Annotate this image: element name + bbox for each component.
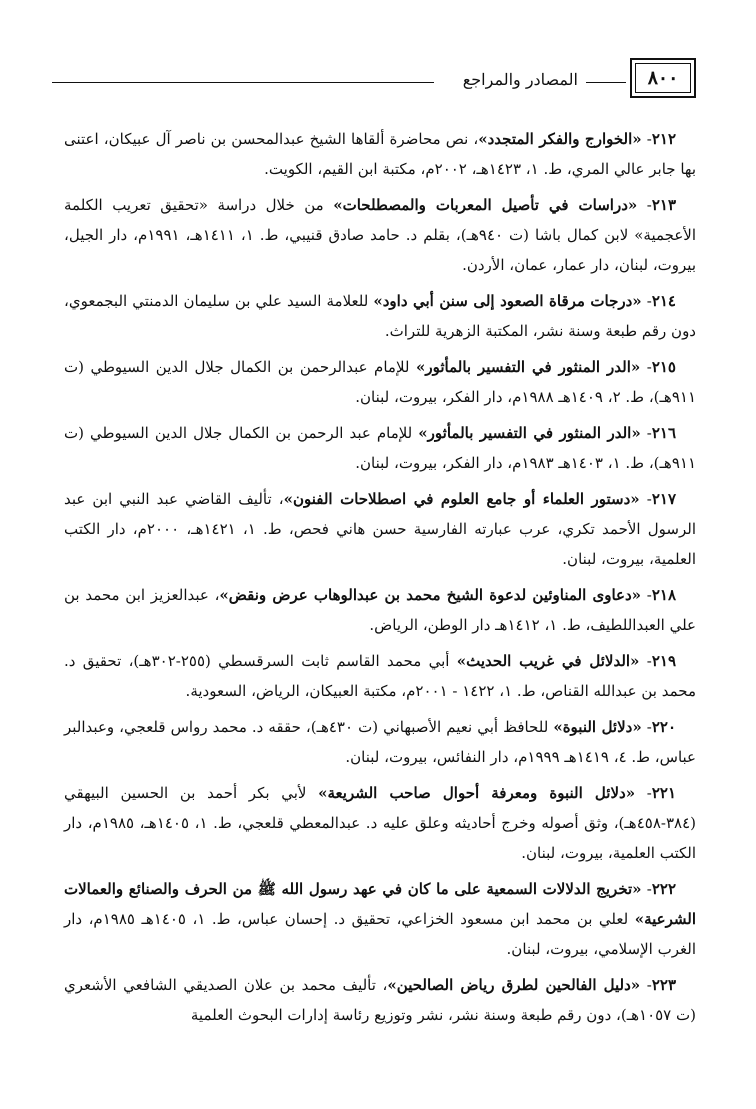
entry-title: «دراسات في تأصيل المعربات والمصطلحات» bbox=[333, 196, 638, 214]
entry-details: ، نص محاضرة ألقاها الشيخ عبدالمحسن بن ناصر آل عبيكان، اعتنى بها جابر عالي المري، ط. ١، ١٤٢٣هـ، ٢٠٠٢م، مكتبة ابن القيم، الكويت. bbox=[64, 130, 696, 178]
entry-details: للحافظ أبي نعيم الأصبهاني (ت ٤٣٠هـ)، حققه د. محمد رواس قلعجي، وعبدالبر عباس، ط. ٤، ١٤١٩هـ ١٩٩٩م، دار النفائس، بيروت، لبنان. bbox=[64, 718, 696, 766]
bibliography-entry: ٢١٨- «دعاوى المناوئين لدعوة الشيخ محمد بن عبدالوهاب عرض ونقض»، عبدالعزيز ابن محمد بن علي العبداللطيف، ط. ١، ١٤١٢هـ دار الوطن، الرياض. bbox=[64, 586, 696, 634]
entry-title: «دعاوى المناوئين لدعوة الشيخ محمد بن عبدالوهاب عرض ونقض» bbox=[219, 586, 642, 604]
entry-details: ، عبدالعزيز ابن محمد بن علي العبداللطيف، ط. ١، ١٤١٢هـ دار الوطن، الرياض. bbox=[64, 586, 696, 634]
entry-number: ٢١٣ bbox=[651, 196, 677, 214]
bibliography-entry: ٢١٥- «الدر المنثور في التفسير بالمأثور» للإمام عبدالرحمن بن الكمال جلال الدين السيوطي (ت ٩١١هـ)، ط. ٢، ١٤٠٩هـ ١٩٨٨م، دار الفكر، بيروت، لبنان. bbox=[64, 358, 696, 406]
header-rule-right bbox=[586, 82, 626, 83]
bibliography-entry: ٢١٧- «دستور العلماء أو جامع العلوم في اصطلاحات الفنون»، تأليف القاضي عبد النبي ابن عبد الرسول الأحمد تكري، عرب عبارته الفارسية حسن هاني فحص، ط. ١، ١٤٢١هـ، ٢٠٠٠م، دار الكتب العلمية، بيروت، لبنان. bbox=[64, 490, 697, 568]
entry-number: ٢٢٢ bbox=[651, 880, 676, 898]
entry-title: «درجات مرقاة الصعود إلى سنن أبي داود» bbox=[373, 292, 642, 310]
entry-details: أبي محمد القاسم ثابت السرقسطي (٢٥٥-٣٠٢هـ)، تحقيق د. محمد بن عبدالله القناص، ط. ١، ١٤٢٢ - ٢٠٠١م، مكتبة العبيكان، الرياض، السعودية. bbox=[64, 652, 696, 700]
entry-number: ٢١٧ bbox=[651, 490, 677, 508]
entry-details: ، تأليف محمد بن علان الصديقي الشافعي الأشعري (ت ١٠٥٧هـ)، دون رقم طبعة وسنة نشر، نشر وتوزيع رئاسة إدارات البحوث العلمية bbox=[64, 976, 696, 1024]
bibliography-entry: ٢١٣- «دراسات في تأصيل المعربات والمصطلحات» من خلال دراسة «تحقيق تعريب الكلمة الأعجمية» لابن كمال باشا (ت ٩٤٠هـ)، بقلم د. حامد صادق قنيبي، ط. ١، ١٤١١هـ، ١٩٩١م، دار الجيل، بيروت، لبنان، دار عمار، عمان، الأردن. bbox=[64, 196, 697, 274]
entry-details: للعلامة السيد علي بن سليمان الدمنتي البجمعوي، دون رقم طبعة وسنة نشر، المكتبة الزهرية للتراث. bbox=[64, 292, 696, 340]
entry-number: ٢٢٠ bbox=[651, 718, 676, 736]
entry-details: من خلال دراسة «تحقيق تعريب الكلمة الأعجمية» لابن كمال باشا (ت ٩٤٠هـ)، بقلم د. حامد صادق قنيبي، ط. ١، ١٤١١هـ، ١٩٩١م، دار الجيل، بيروت، لبنان، دار عمار، عمان، الأردن. bbox=[64, 196, 697, 274]
entry-number: ٢١٥ bbox=[651, 358, 676, 376]
entry-details: لأبي بكر أحمد بن الحسين البيهقي (٣٨٤-٤٥٨هـ)، وثق أصوله وخرج أحاديثه وعلق عليه د. عبدالمعطي قلعجي، ط. ١، ١٤٠٥هـ، ١٩٨٥م، دار الكتب العلمية، بيروت، لبنان. bbox=[64, 784, 696, 862]
entry-title: «دليل الفالحين لطرق رياض الصالحين» bbox=[387, 976, 641, 994]
bibliography-entry: ٢١٦- «الدر المنثور في التفسير بالمأثور» للإمام عبد الرحمن بن الكمال جلال الدين السيوطي (ت ٩١١هـ)، ط. ١، ١٤٠٣هـ ١٩٨٣م، دار الفكر، بيروت، لبنان. bbox=[64, 424, 696, 472]
page-number-box bbox=[630, 58, 696, 98]
entry-title: «الدر المنثور في التفسير بالمأثور» bbox=[415, 358, 641, 376]
entry-number: ٢١٨ bbox=[651, 586, 676, 604]
page-header bbox=[52, 58, 696, 102]
running-title: المصادر والمراجع bbox=[462, 70, 578, 89]
entry-title: «دلائل النبوة» bbox=[553, 718, 642, 736]
entry-number: ٢١٩ bbox=[651, 652, 677, 670]
header-rule-left bbox=[52, 82, 434, 83]
entry-title: «الخوارج والفكر المتجدد» bbox=[478, 130, 642, 148]
page-number: ٨٠٠ bbox=[647, 67, 679, 89]
bibliography-entry: ٢١٤- «درجات مرقاة الصعود إلى سنن أبي داود» للعلامة السيد علي بن سليمان الدمنتي البجمعوي، دون رقم طبعة وسنة نشر، المكتبة الزهرية للتراث. bbox=[64, 292, 696, 340]
bibliography-entry: ٢٢٣- «دليل الفالحين لطرق رياض الصالحين»، تأليف محمد بن علان الصديقي الشافعي الأشعري (ت ١٠٥٧هـ)، دون رقم طبعة وسنة نشر، نشر وتوزيع رئاسة إدارات البحوث العلمية bbox=[64, 976, 696, 1024]
bibliography-entry: ٢٢٠- «دلائل النبوة» للحافظ أبي نعيم الأصبهاني (ت ٤٣٠هـ)، حققه د. محمد رواس قلعجي، وعبدالبر عباس، ط. ٤، ١٤١٩هـ ١٩٩٩م، دار النفائس، بيروت، لبنان. bbox=[64, 718, 696, 766]
entry-details: ، تأليف القاضي عبد النبي ابن عبد الرسول الأحمد تكري، عرب عبارته الفارسية حسن هاني فحص، ط. ١، ١٤٢١هـ، ٢٠٠٠م، دار الكتب العلمية، بيروت، لبنان. bbox=[64, 490, 697, 568]
bibliography-entry: ٢١٢- «الخوارج والفكر المتجدد»، نص محاضرة ألقاها الشيخ عبدالمحسن بن ناصر آل عبيكان، اعتنى بها جابر عالي المري، ط. ١، ١٤٢٣هـ، ٢٠٠٢م، مكتبة ابن القيم، الكويت. bbox=[64, 130, 696, 178]
entry-number: ٢١٤ bbox=[651, 292, 676, 310]
entry-details: للإمام عبدالرحمن بن الكمال جلال الدين السيوطي (ت ٩١١هـ)، ط. ٢، ١٤٠٩هـ ١٩٨٨م، دار الفكر، بيروت، لبنان. bbox=[64, 358, 696, 406]
bibliography-entry: ٢٢٢- «تخريج الدلالات السمعية على ما كان في عهد رسول الله ﷺ من الحرف والصنائع والعمالات الشرعية» لعلي بن محمد ابن مسعود الخزاعي، تحقيق د. إحسان عباس، ط. ١، ١٤٠٥هـ ١٩٨٥م، دار الغرب الإسلامي، بيروت، لبنان. bbox=[64, 880, 696, 958]
entry-title: «الدر المنثور في التفسير بالمأثور» bbox=[418, 424, 641, 442]
entry-title: «دلائل النبوة ومعرفة أحوال صاحب الشريعة» bbox=[318, 784, 636, 802]
entry-title: «الدلائل في غريب الحديث» bbox=[456, 652, 640, 670]
entry-details: للإمام عبد الرحمن بن الكمال جلال الدين السيوطي (ت ٩١١هـ)، ط. ١، ١٤٠٣هـ ١٩٨٣م، دار الفكر، بيروت، لبنان. bbox=[64, 424, 696, 472]
entry-number: ٢١٢ bbox=[651, 130, 677, 148]
bibliography-entry: ٢٢١- «دلائل النبوة ومعرفة أحوال صاحب الشريعة» لأبي بكر أحمد بن الحسين البيهقي (٣٨٤-٤٥٨هـ)، وثق أصوله وخرج أحاديثه وعلق عليه د. عبدالمعطي قلعجي، ط. ١، ١٤٠٥هـ، ١٩٨٥م، دار الكتب العلمية، بيروت، لبنان. bbox=[64, 784, 696, 862]
entry-number: ٢١٦ bbox=[651, 424, 677, 442]
entry-number: ٢٢٣ bbox=[651, 976, 677, 994]
entry-title: «تخريج الدلالات السمعية على ما كان في عهد رسول الله ﷺ من الحرف والصنائع والعمالات الشرعية» bbox=[64, 880, 696, 928]
entry-details: لعلي بن محمد ابن مسعود الخزاعي، تحقيق د. إحسان عباس، ط. ١، ١٤٠٥هـ ١٩٨٥م، دار الغرب الإسلامي، بيروت، لبنان. bbox=[64, 910, 696, 958]
bibliography-entry: ٢١٩- «الدلائل في غريب الحديث» أبي محمد القاسم ثابت السرقسطي (٢٥٥-٣٠٢هـ)، تحقيق د. محمد بن عبدالله القناص، ط. ١، ١٤٢٢ - ٢٠٠١م، مكتبة العبيكان، الرياض، السعودية. bbox=[64, 652, 696, 700]
bibliography-list bbox=[64, 124, 696, 1036]
entry-number: ٢٢١ bbox=[651, 784, 676, 802]
entry-title: «دستور العلماء أو جامع العلوم في اصطلاحات الفنون» bbox=[283, 490, 640, 508]
